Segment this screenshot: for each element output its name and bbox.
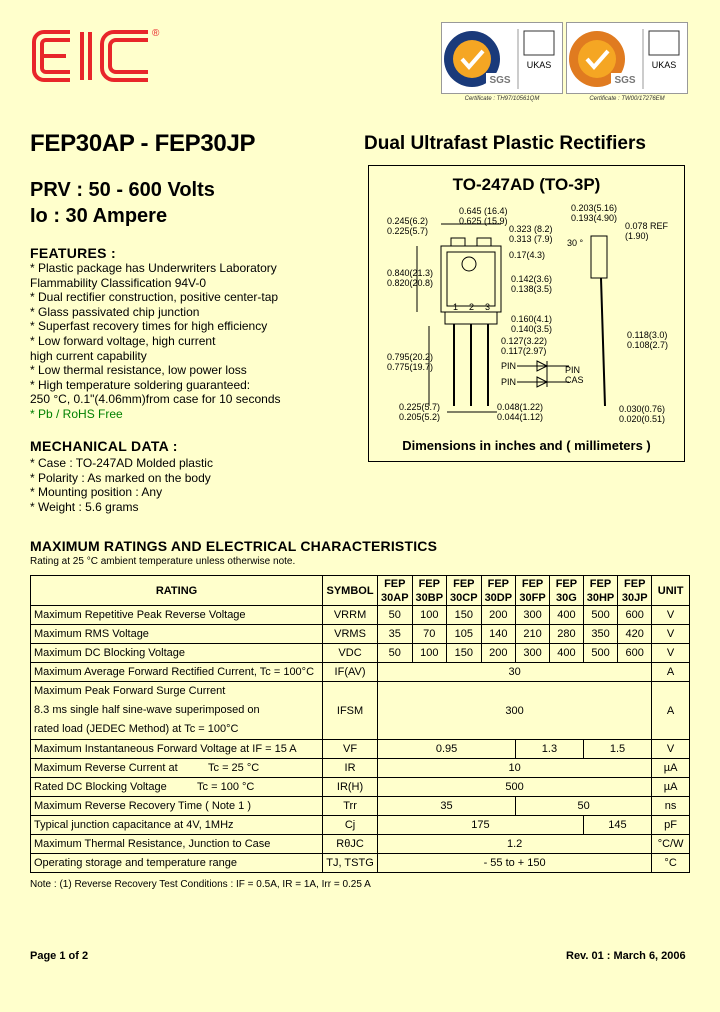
feature-item: * Low thermal resistance, low power loss [30, 363, 247, 378]
mechanical-heading: MECHANICAL DATA : [30, 438, 178, 454]
row-label: Maximum DC Blocking Voltage [31, 644, 323, 663]
cell-value: 35 [378, 797, 516, 816]
dim-label: 0.775(19.7) [387, 362, 434, 372]
ratings-subtitle: Rating at 25 °C ambient temperature unless otherwise note. [30, 556, 296, 567]
eic-logo [30, 22, 180, 92]
prv-spec: PRV : 50 - 600 Volts [30, 179, 215, 201]
dim-label: 0.140(3.5) [511, 324, 553, 334]
part-header: FEP 30DP [481, 576, 516, 606]
ratings-table [30, 575, 690, 873]
table-row [31, 854, 690, 873]
dim-label: 0.820(20.8) [387, 278, 434, 288]
cell-value: 300 [516, 606, 550, 625]
ukas-label: UKAS [651, 60, 677, 70]
package-diagram-box [368, 165, 685, 462]
cell-value: 100 [412, 644, 447, 663]
cell-value: 30 [378, 663, 652, 682]
row-symbol: TJ, TSTG [323, 854, 378, 873]
row-symbol: VF [323, 740, 378, 759]
dim-label: 0.044(1.12) [497, 412, 544, 422]
pin-number: 3 [485, 302, 491, 312]
certificate-number: Certificate : TH97/10561QM [464, 96, 540, 102]
dim-label: 0.225(5.7) [399, 402, 441, 412]
cell-value: 300 [516, 644, 550, 663]
cell-value: 105 [447, 625, 482, 644]
row-label-line: 8.3 ms single half sine-wave superimposed on [34, 704, 260, 716]
certification-badge [566, 22, 688, 94]
part-number-title: FEP30AP - FEP30JP [30, 130, 256, 157]
dim-label: 0.048(1.22) [497, 402, 544, 412]
feature-item: * Glass passivated chip junction [30, 304, 200, 319]
row-symbol: Trr [323, 797, 378, 816]
row-unit: V [652, 606, 690, 625]
cell-value: 300 [378, 682, 652, 740]
row-label: Maximum Reverse Current at Tc = 25 °C [31, 759, 323, 778]
cell-value: 600 [618, 606, 652, 625]
table-row [31, 778, 690, 797]
table-row [31, 644, 690, 663]
row-symbol: VRRM [323, 606, 378, 625]
feature-item: * Dual rectifier construction, positive center-tap [30, 290, 279, 305]
dim-label: 0.645 (16.4) [459, 206, 508, 216]
dim-label: 0.020(0.51) [619, 414, 666, 424]
cell-value: 175 [378, 816, 584, 835]
dim-label: 0.108(2.7) [627, 340, 669, 350]
cell-value: 350 [583, 625, 618, 644]
pin-label: PIN [565, 365, 581, 375]
cell-value: 50 [516, 797, 652, 816]
cell-value: 100 [412, 606, 447, 625]
part-header: FEP 30G [550, 576, 584, 606]
cell-value: 1.3 [516, 740, 584, 759]
cell-value: 145 [583, 816, 651, 835]
package-title: TO-247AD (TO-3P) [452, 175, 601, 194]
dim-label: 0.030(0.76) [619, 404, 666, 414]
cell-value: 0.95 [378, 740, 516, 759]
row-symbol: IR(H) [323, 778, 378, 797]
certificate-number: Certificate : TW00/17276EM [589, 96, 665, 102]
dim-label: 0.127(3.22) [501, 336, 548, 346]
table-row [31, 740, 690, 759]
symbol-header: SYMBOL [323, 576, 378, 606]
page-number: Page 1 of 2 [30, 950, 89, 962]
row-symbol: VRMS [323, 625, 378, 644]
row-unit: A [652, 663, 690, 682]
row-label: Maximum Instantaneous Forward Voltage at IF = 15 A [31, 740, 323, 759]
row-label: Rated DC Blocking Voltage Tc = 100 °C [31, 778, 323, 797]
ukas-label: UKAS [526, 60, 552, 70]
table-row [31, 797, 690, 816]
cell-value: 50 [378, 644, 413, 663]
feature-item: high current capability [30, 348, 147, 363]
test-conditions-note: Note : (1) Reverse Recovery Test Conditions : IF = 0.5A, IR = 1A, Irr = 0.25 A [30, 879, 371, 890]
cell-value: 200 [481, 606, 516, 625]
mechanical-list [30, 456, 213, 514]
registered-mark: ® [152, 28, 160, 39]
table-row [31, 663, 690, 682]
part-header: FEP 30JP [618, 576, 652, 606]
cell-value: 150 [447, 644, 482, 663]
row-label-line: Maximum Peak Forward Surge Current [34, 685, 226, 697]
mechanical-item: * Polarity : As marked on the body [30, 470, 211, 485]
pin-label: PIN [501, 361, 517, 371]
row-symbol: RθJC [323, 835, 378, 854]
table-header-row [31, 576, 690, 606]
cell-value: 500 [583, 606, 618, 625]
row-symbol: Cj [323, 816, 378, 835]
row-unit: ns [652, 797, 690, 816]
table-row [31, 682, 690, 740]
row-label: Maximum Repetitive Peak Reverse Voltage [31, 606, 323, 625]
feature-item: * Superfast recovery times for high efficiency [30, 319, 268, 334]
ratings-heading: MAXIMUM RATINGS AND ELECTRICAL CHARACTERISTICS [30, 538, 438, 554]
dim-label: 0.840(21.3) [387, 268, 434, 278]
dimensions-caption: Dimensions in inches and ( millimeters ) [402, 438, 651, 453]
dim-label: 0.17(4.3) [509, 250, 546, 260]
cell-value: 500 [583, 644, 618, 663]
row-unit: µA [652, 759, 690, 778]
cell-value: 400 [550, 606, 584, 625]
dim-label: 0.193(4.90) [571, 213, 618, 223]
row-label: Maximum Thermal Resistance, Junction to Case [31, 835, 323, 854]
row-unit: A [652, 682, 690, 740]
mechanical-item: * Mounting position : Any [30, 485, 163, 500]
package-body-inner [447, 252, 495, 306]
row-label: Maximum RMS Voltage [31, 625, 323, 644]
cell-value: 280 [550, 625, 584, 644]
part-header: FEP 30HP [583, 576, 618, 606]
row-symbol: IR [323, 759, 378, 778]
row-unit: V [652, 625, 690, 644]
cell-value: 10 [378, 759, 652, 778]
dim-label: 0.245(6.2) [387, 216, 429, 226]
mechanical-item: * Case : TO-247AD Molded plastic [30, 456, 213, 470]
unit-header: UNIT [652, 576, 690, 606]
row-unit: °C/W [652, 835, 690, 854]
package-drawing [369, 166, 686, 463]
table-row [31, 835, 690, 854]
pin-label: PIN [501, 377, 517, 387]
rating-header: RATING [31, 576, 323, 606]
mechanical-item: * Weight : 5.6 grams [30, 499, 139, 514]
cell-value: 70 [412, 625, 447, 644]
row-unit: µA [652, 778, 690, 797]
pin-number: 2 [469, 302, 475, 312]
cell-value: 210 [516, 625, 550, 644]
row-label-multiline [31, 682, 323, 740]
feature-item: 250 °C, 0.1"(4.06mm)from case for 10 seconds [30, 392, 281, 407]
cell-value: 50 [378, 606, 413, 625]
case-label: CAS [565, 375, 584, 385]
cell-value: 35 [378, 625, 413, 644]
table-row [31, 759, 690, 778]
dim-label: 0.795(20.2) [387, 352, 434, 362]
dim-label: 30 ° [567, 238, 584, 248]
row-unit: °C [652, 854, 690, 873]
dim-label: 0.313 (7.9) [509, 234, 553, 244]
pin-number: 1 [453, 302, 459, 312]
row-label-line: rated load (JEDEC Method) at Tc = 100°C [34, 723, 239, 735]
feature-item: Flammability Classification 94V-0 [30, 275, 207, 290]
table-row [31, 606, 690, 625]
cell-value: 200 [481, 644, 516, 663]
io-spec: Io : 30 Ampere [30, 205, 168, 227]
table-row [31, 816, 690, 835]
part-header: FEP 30CP [447, 576, 482, 606]
dim-label: 0.203(5.16) [571, 203, 618, 213]
cell-value: 140 [481, 625, 516, 644]
cell-value: 150 [447, 606, 482, 625]
feature-item: * High temperature soldering guaranteed: [30, 377, 251, 392]
row-symbol: IFSM [323, 682, 378, 740]
row-label: Maximum Reverse Recovery Time ( Note 1 ) [31, 797, 323, 816]
row-label: Maximum Average Forward Rectified Current, Tc = 100°C [31, 663, 323, 682]
dim-label: 0.118(3.0) [627, 330, 668, 340]
table-row [31, 625, 690, 644]
dim-label: 0.138(3.5) [511, 284, 553, 294]
mounting-hole [462, 257, 476, 271]
dim-label: 0.625 (15.9) [459, 216, 508, 226]
row-unit: pF [652, 816, 690, 835]
dim-label: 0.205(5.2) [399, 412, 441, 422]
dim-label: 0.078 REF [625, 221, 669, 231]
dim-label: 0.160(4.1) [511, 314, 553, 324]
certification-badge [441, 22, 563, 94]
product-description: Dual Ultrafast Plastic Rectifiers [364, 133, 646, 154]
row-unit: V [652, 644, 690, 663]
dim-label: (1.90) [625, 231, 649, 241]
part-header: FEP 30BP [412, 576, 447, 606]
features-list [30, 261, 281, 422]
cell-value: 420 [618, 625, 652, 644]
dim-label: 0.323 (8.2) [509, 224, 553, 234]
feature-item: * Plastic package has Underwriters Laboratory [30, 261, 277, 275]
part-header: FEP 30FP [516, 576, 550, 606]
row-label: Typical junction capacitance at 4V, 1MHz [31, 816, 323, 835]
revision-date: Rev. 01 : March 6, 2006 [566, 950, 686, 962]
feature-item: * Low forward voltage, high current [30, 333, 216, 348]
row-label: Operating storage and temperature range [31, 854, 323, 873]
row-symbol: IF(AV) [323, 663, 378, 682]
dim-label: 0.142(3.6) [511, 274, 553, 284]
sgs-label: SGS [614, 75, 636, 86]
sgs-label: SGS [489, 75, 511, 86]
row-unit: V [652, 740, 690, 759]
dim-label: 0.225(5.7) [387, 226, 429, 236]
feature-item-rohs: * Pb / RoHS Free [30, 406, 123, 421]
cell-value: 1.5 [583, 740, 651, 759]
eic-logo-graphic [30, 22, 180, 92]
cell-value: 600 [618, 644, 652, 663]
cell-value: - 55 to + 150 [378, 854, 652, 873]
cell-value: 500 [378, 778, 652, 797]
features-heading: FEATURES : [30, 245, 116, 261]
dim-label: 0.117(2.97) [501, 346, 547, 356]
cell-value: 400 [550, 644, 584, 663]
cell-value: 1.2 [378, 835, 652, 854]
row-symbol: VDC [323, 644, 378, 663]
part-header: FEP 30AP [378, 576, 413, 606]
